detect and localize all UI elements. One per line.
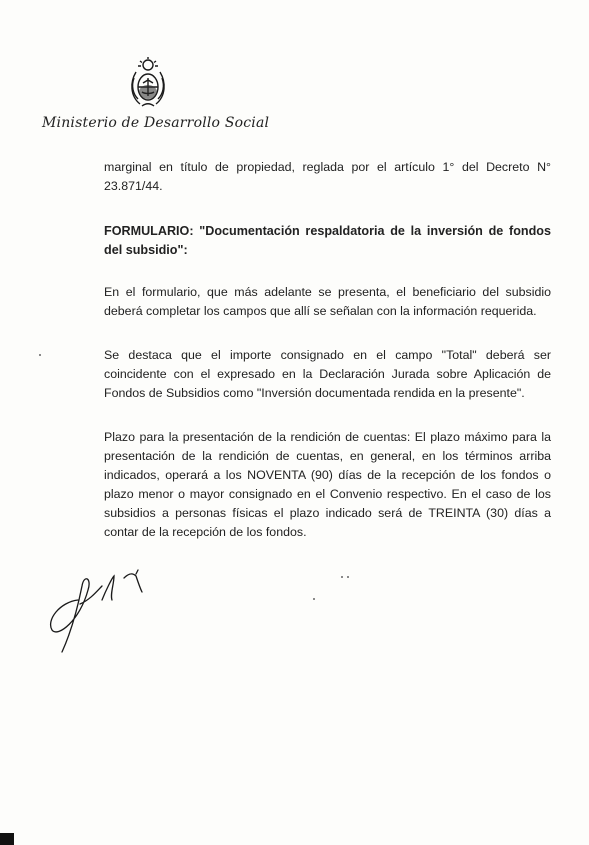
paragraph-total-amount-note: Se destaca que el importe consignado en el campo "Total" deberá ser coincidente con el expresado en la Declaración Jurada sobre Aplicación de Fondos de Subsidios como "Inversión documentada rendida en la presente". bbox=[104, 348, 551, 400]
paragraph-decree-reference: marginal en título de propiedad, reglada por el artículo 1° del Decreto N° 23.871/44. bbox=[104, 160, 551, 193]
scan-speck bbox=[341, 576, 343, 578]
paragraph-form-instructions: En el formulario, que más adelante se presenta, el beneficiario del subsidio deberá completar los campos que allí se señalan con la información requerida. bbox=[104, 285, 551, 318]
handwritten-signature bbox=[40, 560, 160, 660]
national-coat-of-arms-icon bbox=[126, 56, 170, 110]
paragraph-submission-deadline: Plazo para la presentación de la rendición de cuentas: El plazo máximo para la presentación de la rendición de cuentas, en general, en los términos arriba indicados, operará a los NOVENTA (90) días de la recepción de los fondos o plazo menor o mayor consignado en el Convenio respectivo. En el caso de los subsidios a personas físicas el plazo indicado será de TREINTA (30) días a contar de la recepción de los fondos. bbox=[104, 430, 551, 539]
ministry-name: Ministerio de Desarrollo Social bbox=[42, 115, 270, 131]
scan-corner-mark bbox=[0, 833, 14, 845]
form-heading: FORMULARIO: "Documentación respaldatoria de la inversión de fondos del subsidio": bbox=[104, 224, 551, 257]
scan-speck bbox=[313, 598, 315, 600]
scan-speck bbox=[39, 354, 41, 356]
scan-speck bbox=[347, 576, 349, 578]
